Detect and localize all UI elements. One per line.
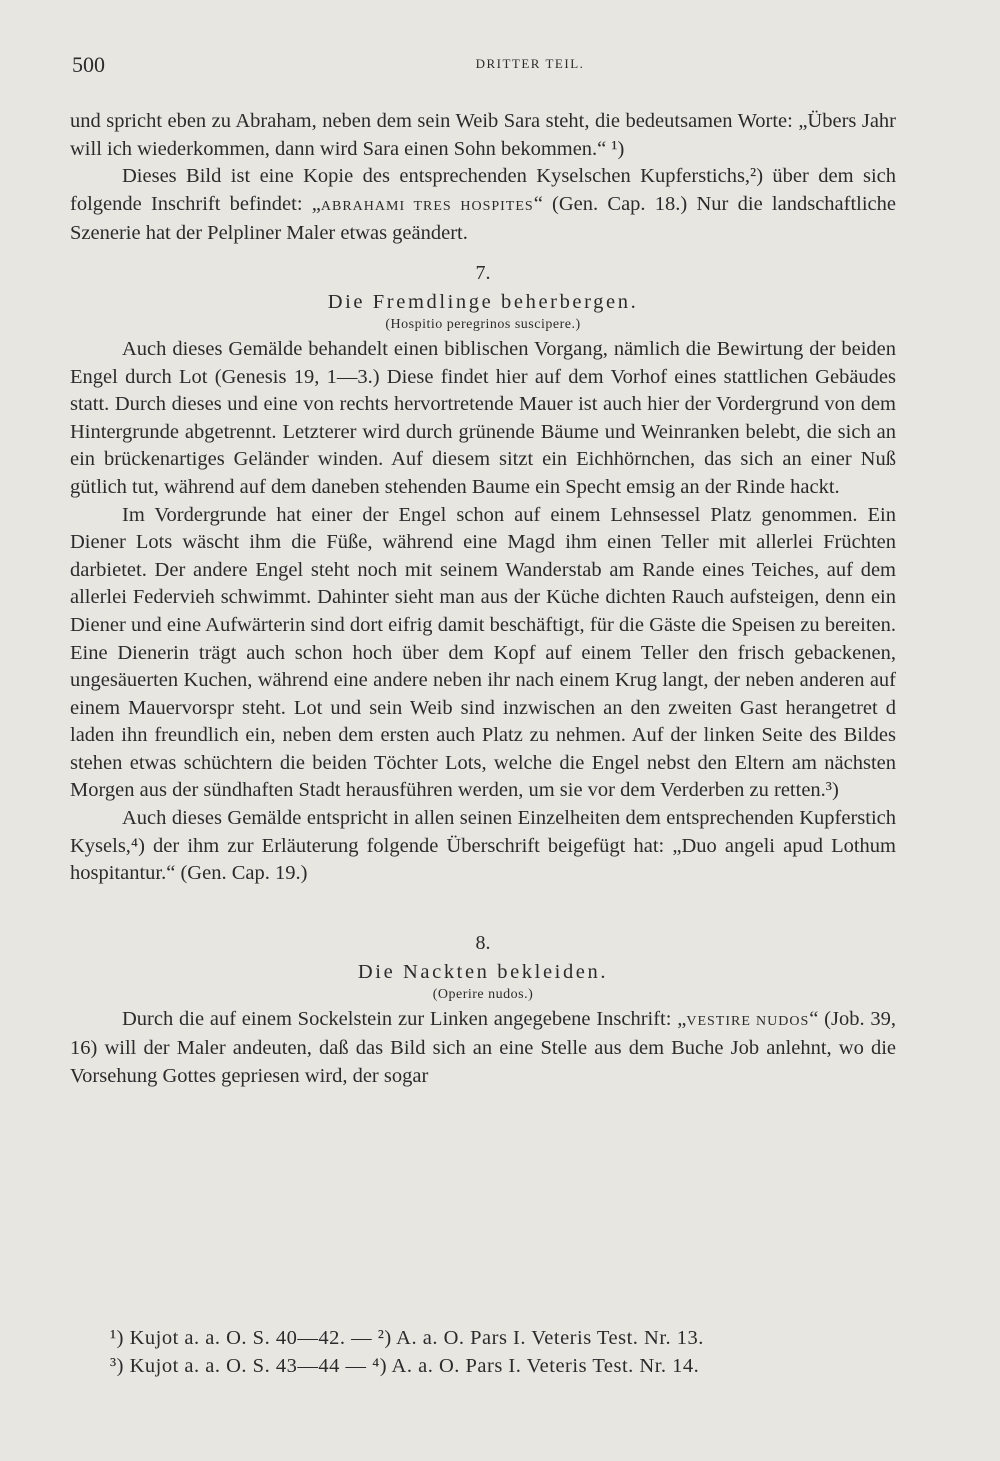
section-subtitle: (Operire nudos.): [432, 986, 534, 1002]
paragraph: Auch dieses Gemälde behandelt einen biblischen Vorgang, nämlich die Bewirtung der beiden Engel durch Lot (Genesis 19, 1—3.) Diese findet hier auf dem Vorhof eines stattlichen Gebäudes statt. Durch dieses und eine von rechts hervortretende Mauer ist auch hier der Vordergrund von dem Hintergrunde abgetrennt. Letzterer wird durch grünende Bäume und Weinranken belebt, die sich an ein brückenartiges Geländer winden. Auf diesem sitzt ein Eichhörnchen, das sich an einer Nuß gütlich tut, während auf dem daneben stehenden Baume ein Specht emsig an der Rinde hackt.: [70, 337, 896, 498]
footnotes: [110, 1325, 830, 1380]
page-header: [72, 52, 928, 82]
paragraph-text: “ (Job. 39, 16) will der Maler andeuten, daß das Bild sich an eine Stelle aus dem Buche Job anlehnt, wo die Vorsehung Gottes gepriesen wird, der sogar: [70, 1007, 897, 1088]
paragraph-kopie: [70, 163, 896, 248]
page-body: [70, 108, 896, 1091]
paragraph-continuation: und spricht eben zu Abraham, neben dem sein Weib Sara steht, die bedeutsamen Worte: „Übers Jahr will ich wiederkommen, dann wird Sara einen Sohn bekommen.“ ¹): [70, 110, 896, 160]
page-number: 500: [72, 52, 105, 77]
paragraph: [70, 1006, 896, 1091]
footnote-line: ¹) Kujot a. a. O. S. 40—42. — ²) A. a. O. Pars I. Veteris Test. Nr. 13.: [110, 1327, 704, 1349]
paragraph-text: “ (Gen. Cap. 18.) Nur die landschaftliche Szenerie hat der Pelpliner Maler etwas geändert.: [70, 192, 896, 245]
running-head: DRITTER TEIL.: [475, 56, 585, 71]
section-title: Die Nackten bekleiden.: [357, 960, 609, 983]
paragraph-text: Dieses Bild ist eine Kopie des entsprechenden Kyselschen Kupferstichs,²) über dem sich folgende Inschrift befindet: „: [70, 165, 896, 215]
section-number: 7.: [475, 261, 491, 284]
inscription-caps: VESTIRE NUDOS: [686, 1013, 810, 1029]
section-subtitle: (Hospitio peregrinos suscipere.): [385, 316, 581, 332]
paragraph: Auch dieses Gemälde entspricht in allen seinen Einzelheiten dem entsprechenden Kupferstich Kysels,⁴) der ihm zur Erläuterung folgende Überschrift beigefügt hat: „Duo angeli apud Lothum hospitantur.“ (Gen. Cap. 19.): [70, 807, 896, 885]
section-title: Die Fremdlinge beherbergen.: [327, 290, 639, 313]
paragraph-text: Durch die auf einem Sockelstein zur Linken angegebene Inschrift: „: [122, 1007, 687, 1030]
section-gap: [70, 888, 896, 918]
section-number: 8.: [475, 931, 491, 954]
footnote-line: ³) Kujot a. a. O. S. 43—44 — ⁴) A. a. O. Pars I. Veteris Test. Nr. 14.: [110, 1354, 700, 1377]
inscription-caps: ABRAHAMI TRES HOSPITES: [320, 198, 534, 214]
paragraph: Im Vordergrunde hat einer der Engel schon auf einem Lehnsessel Platz genommen. Ein Diener Lots wäscht ihm die Füße, während eine Magd ihm einen Teller mit allerlei Früchten darbietet. Der andere Engel steht noch mit seinem Wanderstab am Rande eines Teiches, auf dem allerlei Federvieh schwimmt. Dahinter sieht man aus der Küche dichten Rauch aufsteigen, denn ein Diener und eine Aufwärterin sind dort eifrig damit beschäftigt, für die Gäste die Speisen zu bereiten. Eine Dienerin trägt auch schon hoch über dem Kopf auf einem Teller den frisch gebackenen, ungesäuerten Kuchen, während eine andere neben ihr nach einem Krug langt, der neben anderen auf einem Mauervorspr steht. Lot und sein Weib sind inzwischen an den zweiten Gast herangetret d laden ihn freundlich ein, neben dem ersten auch Platz zu nehmen. Auf der linken Seite des Bildes stehen etwas schüchtern die beiden Töchter Lots, welche die Engel nebst den Eltern am nächsten Morgen aus der sündhaften Stadt herausführen werden, um sie vor dem Verderben zu retten.³): [70, 503, 896, 802]
